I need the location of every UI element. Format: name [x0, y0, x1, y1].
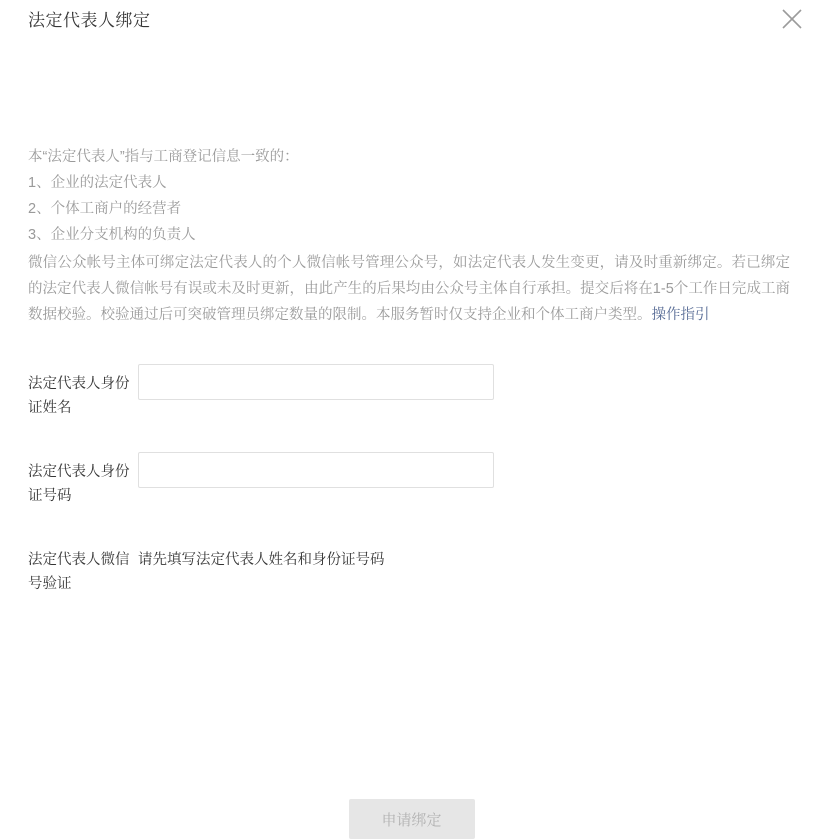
operation-guide-link[interactable]: 操作指引: [651, 307, 710, 323]
form-row-wechat: [28, 540, 795, 596]
intro-text-block: [28, 144, 790, 328]
legal-rep-id-label: 法定代表人身份证号码: [28, 464, 130, 504]
legal-rep-form: [28, 364, 795, 596]
page-title: 法定代表人绑定: [28, 11, 151, 30]
dialog-header: [0, 0, 823, 56]
legal-rep-name-label: 法定代表人身份证姓名: [28, 376, 130, 416]
legal-rep-wechat-hint: 请先填写法定代表人姓名和身份证号码: [138, 552, 385, 568]
form-row-name: [28, 364, 795, 420]
dialog-footer: [0, 799, 823, 839]
intro-line-2: 1、企业的法定代表人: [28, 175, 167, 191]
intro-paragraph: [28, 250, 790, 328]
legal-rep-name-field-wrap: [138, 364, 494, 400]
close-icon[interactable]: [775, 2, 809, 36]
legal-rep-name-input[interactable]: [138, 364, 494, 400]
form-row-id: [28, 452, 795, 508]
legal-rep-id-input[interactable]: [138, 452, 494, 488]
intro-line-4: 3、企业分支机构的负责人: [28, 227, 196, 243]
intro-line-1: 本“法定代表人”指与工商登记信息一致的：: [28, 149, 299, 165]
intro-line-3: 2、个体工商户的经营者: [28, 201, 182, 217]
intro-paragraph-text: 微信公众帐号主体可绑定法定代表人的个人微信帐号管理公众号，如法定代表人发生变更，请及时重新绑定。若已绑定的法定代表人微信帐号有误或未及时更新，由此产生的后果均由公众号主体自行承担。提交后将在1-5个工作日完成工商数据校验。校验通过后可突破管理员绑定数量的限制。本服务暂时仅支持企业和个体工商户类型。: [28, 255, 790, 323]
legal-rep-id-field-wrap: [138, 452, 494, 488]
dialog-body: [0, 144, 823, 596]
submit-binding-button[interactable]: 申请绑定: [349, 799, 475, 839]
legal-rep-wechat-label: 法定代表人微信号验证: [28, 552, 130, 592]
